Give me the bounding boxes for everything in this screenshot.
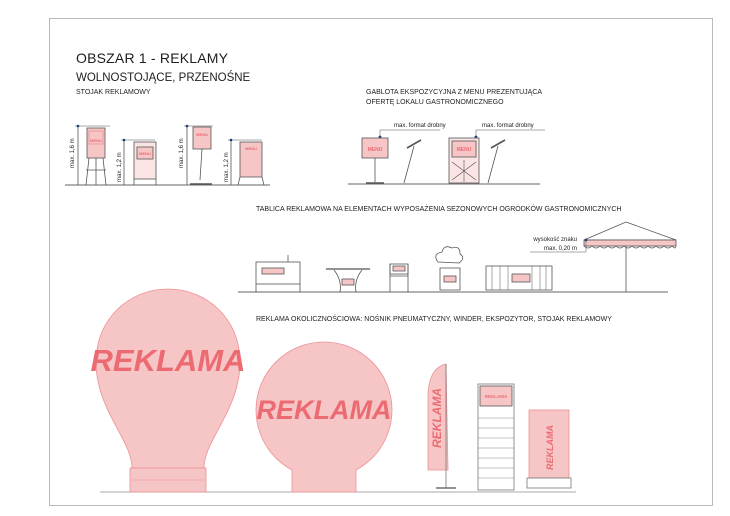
page-title: OBSZAR 1 - REKLAMY (76, 50, 229, 66)
inflatable-reklama-text: REKLAMA (90, 343, 246, 378)
showcase2-lectern-leg (488, 146, 498, 183)
rollup-cassette (527, 478, 571, 488)
garden-table-sign (342, 279, 354, 285)
rollup-reklama-text: REKLAMA (545, 425, 555, 470)
stand3-board (193, 127, 211, 149)
stand4-menu-text: MENU (245, 146, 257, 151)
dim-dot-2 (123, 139, 126, 142)
round-inflatable-base (292, 470, 356, 492)
garden-parasol-canopy (584, 222, 676, 240)
stand4-foot-r (262, 177, 264, 185)
dim-label-1: max. 1,6 m (70, 138, 76, 168)
garden-chair-sign (393, 266, 405, 271)
caption-showcase-2: OFERTĘ LOKALU GASTRONOMICZNEGO (366, 99, 504, 106)
caption-stand: STOJAK REKLAMOWY (76, 89, 151, 96)
showcase1-lectern-leg (404, 146, 414, 183)
stand1-leg-r (103, 158, 106, 185)
garden-plant (436, 247, 463, 263)
showcase1-format-label: max. format drobny (394, 123, 446, 129)
dim-dot-1 (77, 125, 80, 128)
sign-height-label-2: max. 0,20 m (543, 246, 577, 252)
garden-group (238, 222, 676, 292)
showcase2-menu-text: MENU (456, 147, 472, 153)
garden-pot-sign (444, 276, 456, 282)
page-subtitle: WOLNOSTOJĄCE, PRZENOŚNE (76, 72, 251, 84)
garden-fence-sign (512, 274, 530, 282)
stand3-pole (200, 149, 202, 180)
showcase2-format-label: max. format drobny (482, 123, 534, 129)
inflatable-balloon (96, 289, 240, 468)
stand1-leg-l (86, 158, 89, 185)
dim-label-2: max. 1,2 m (117, 152, 123, 182)
showcase1-menu-text: MENU (367, 147, 383, 153)
sign-height-label-1: wysokość znaku (533, 237, 577, 243)
stand2-menu-text: MENU (139, 151, 151, 156)
caption-garden: TABLICA REKLAMOWA NA ELEMENTACH WYPOSAŻENIA SEZONOWYCH OGRÓDKÓW GASTRONOMICZNYCH (256, 206, 622, 213)
dim-label-3: max. 1,6 m (179, 138, 185, 168)
stand4-foot-l (238, 177, 240, 185)
garden-parasol-valance (584, 240, 676, 246)
occasional-group (96, 289, 576, 492)
stand-group (65, 125, 270, 185)
winder-reklama-text: REKLAMA (430, 388, 444, 448)
exhibitor-reklama-text: REKLAMA (484, 394, 508, 399)
caption-showcase-1: GABLOTA EKSPOZYCYJNA Z MENU PREZENTUJĄCA (366, 89, 543, 96)
dim-dot-3 (186, 125, 189, 128)
stand3-menu-text: MENU (196, 132, 208, 137)
stand1-menu-text: MENU (90, 138, 102, 143)
dim-dot-4 (230, 139, 233, 142)
dim-label-4: max. 1,2 m (224, 152, 230, 182)
round-reklama-text: REKLAMA (256, 395, 392, 425)
garden-counter-sign (262, 268, 284, 274)
caption-occasional: REKLAMA OKOLICZNOŚCIOWA: NOŚNIK PNEUMATYCZNY, WINDER, EKSPOZYTOR, STOJAK REKLAMOWY (256, 316, 612, 323)
showcase-group (348, 130, 545, 184)
